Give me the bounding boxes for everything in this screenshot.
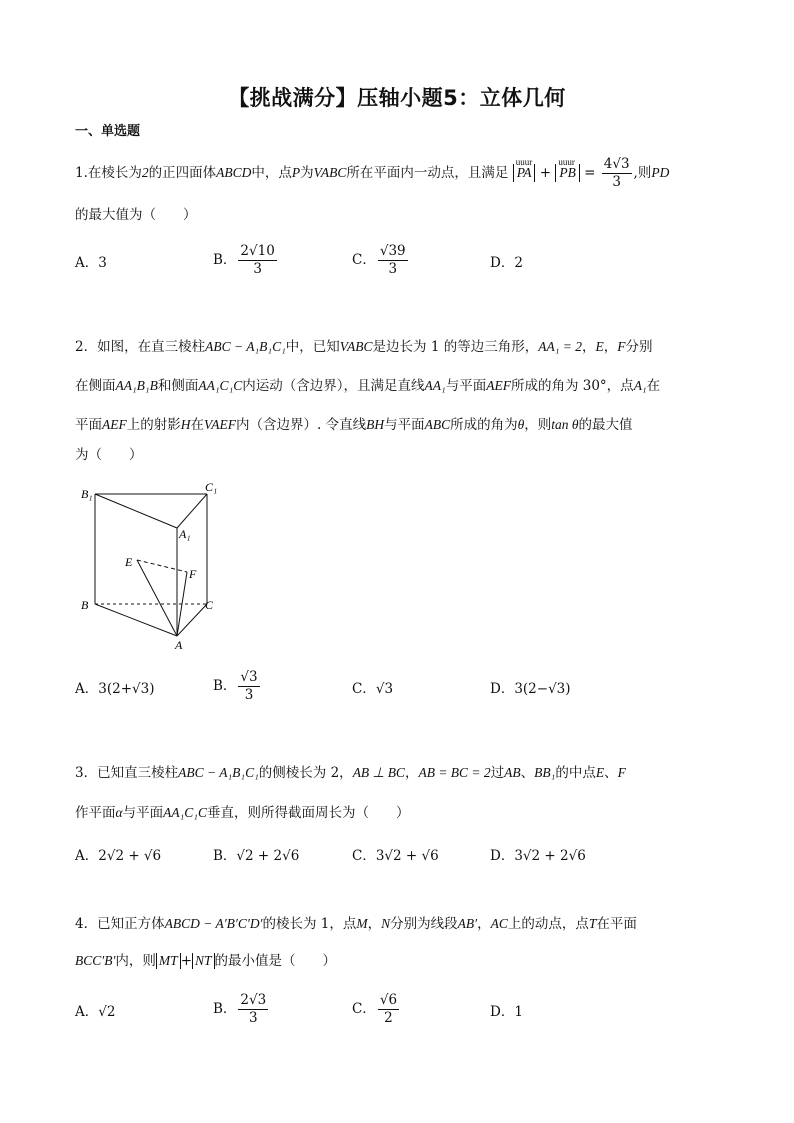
q1-math: PD: [651, 165, 670, 180]
label-b: B: [81, 598, 89, 612]
q1-math: VABC: [313, 165, 347, 180]
vector-pb: uuur PB: [555, 164, 580, 182]
prism-figure: [75, 482, 235, 654]
q1-text: 1.在棱长为: [75, 165, 142, 181]
section-heading: 一、单选题: [75, 124, 141, 139]
q1-text: 为: [300, 165, 314, 181]
segment-ae: [137, 560, 177, 636]
question-1-line-2: 的最大值为（ ）: [75, 207, 197, 223]
q3-option-d: D．3√2 + 2√6: [490, 848, 586, 864]
question-1-line-1: 1.在棱长为2的正四面体ABCD中，点P为VABC所在平面内一动点，且满足 uuur PA + uuur PB = $\frac{4√3}{3}$ ,则PD: [75, 156, 670, 190]
abs-mt: MT: [156, 953, 181, 969]
q1-option-a: A．3: [75, 255, 107, 271]
label-a: A: [175, 638, 183, 652]
question-2-line-4: 为（ ）: [75, 447, 143, 463]
label-f: F: [189, 567, 197, 581]
q4-option-b: B． $\frac{2√3}{3}$: [213, 992, 267, 1026]
label-a1: A₁: [179, 527, 191, 541]
q1-math: P: [291, 165, 301, 180]
q1-text: 的正四面体: [148, 165, 217, 181]
q1-option-d: D．2: [490, 255, 523, 271]
q2-option-d: D．3(2−√3): [490, 681, 571, 697]
q2-option-a: A．3(2+√3): [75, 681, 155, 697]
q1-text: ,则: [633, 165, 652, 181]
question-4-line-2: BCC′B′内，则 MT + NT 的最小值是（ ）: [75, 953, 337, 969]
abs-nt: NT: [192, 953, 215, 969]
q3-option-a: A．2√2 + √6: [75, 848, 162, 864]
q4-option-d: D．1: [490, 1004, 523, 1020]
edge-b1a1: [95, 494, 177, 528]
q1-text: 中，点: [251, 165, 292, 181]
question-4-line-1: 4．已知正方体ABCD − A′B′C′D′的棱长为 1，点M，N分别为线段AB′，AC上的动点，点T在平面: [75, 916, 637, 932]
question-2-line-3: 平面AEF上的射影H在VAEF内（含边界）. 令直线BH与平面ABC所成的角为θ，则tan θ的最大值: [75, 417, 633, 433]
q2-option-b: B． $\frac{√3}{3}$: [213, 669, 258, 703]
label-e: E: [125, 555, 133, 569]
fraction: $\frac{4√3}{3}$: [603, 156, 630, 190]
q1-text: 所在平面内一动点，且满足: [346, 165, 509, 181]
segment-ef: [137, 560, 187, 572]
vector-pa: uuur PA: [513, 164, 536, 182]
question-3-line-2: 作平面α与平面AA₁C₁C垂直，则所得截面周长为（ ）: [75, 805, 410, 821]
q2-option-c: C．√3: [352, 681, 394, 697]
question-3-line-1: 3．已知直三棱柱ABC − A₁B₁C₁的侧棱长为 2，AB ⊥ BC，AB = BC = 2过AB、BB₁的中点E、F: [75, 765, 626, 781]
label-c: C: [205, 598, 214, 612]
question-2-line-1: 2．如图，在直三棱柱ABC − A₁B₁C₁中，已知VABC是边长为 1 的等边三角形，AA₁ = 2，E，F分别: [75, 339, 653, 355]
q4-option-c: C． $\frac{√6}{2}$: [352, 992, 398, 1026]
label-c1: C₁: [205, 482, 218, 494]
q1-math: 2: [141, 165, 149, 180]
page-title: 【挑战满分】压轴小题5：立体几何: [228, 86, 566, 110]
q1-option-b: B． $\frac{2√10}{3}$: [213, 243, 275, 277]
q3-option-b: B．√2 + 2√6: [213, 848, 300, 864]
q3-option-c: C．3√2 + √6: [352, 848, 439, 864]
q1-math: ABCD: [216, 165, 252, 180]
question-2-line-2: 在侧面AA₁B₁B和侧面AA₁C₁C内运动（含边界），且满足直线AA₁与平面AEF所成的角为 30°，点A₁在: [75, 378, 661, 394]
edge-ba: [95, 604, 177, 636]
label-b1: B₁: [81, 487, 93, 501]
q1-option-c: C． $\frac{√39}{3}$: [352, 243, 406, 277]
q4-option-a: A．√2: [75, 1004, 116, 1020]
edge-c1a1: [177, 494, 207, 528]
